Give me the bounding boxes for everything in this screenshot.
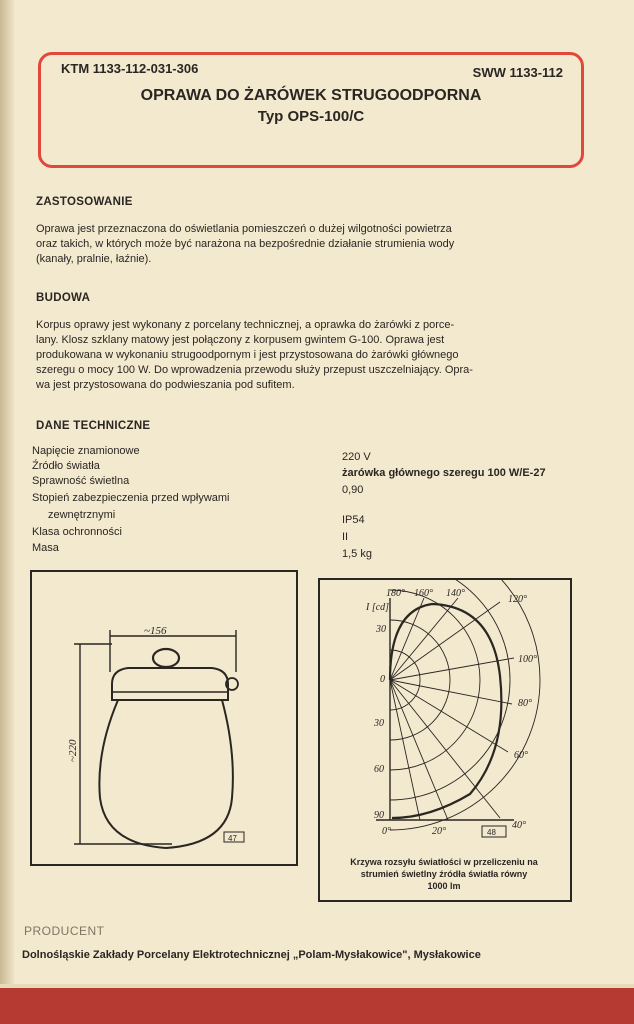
- spec-label: Sprawność świetlna: [32, 475, 130, 487]
- dane-heading: DANE TECHNICZNE: [36, 420, 151, 432]
- producer-heading: PRODUCENT: [24, 924, 105, 938]
- zastosowanie-heading: ZASTOSOWANIE: [36, 196, 133, 208]
- caption-line: strumień świetlny źródła światła równy: [360, 869, 528, 879]
- budowa-line: szeregu o mocy 100 W. Do wprowadzenia przewodu służy przepust uszczelniający. Opra-: [36, 364, 473, 376]
- page-subtitle: Typ OPS-100/C: [257, 108, 365, 125]
- polar-diagram: [320, 580, 570, 840]
- figure-tag-48: 48: [487, 828, 496, 837]
- page-bottom-strip: [0, 988, 634, 1024]
- page-title: OPRAWA DO ŻARÓWEK STRUGOODPORNA: [140, 87, 482, 104]
- producer-name: Dolnośląskie Zakłady Porcelany Elektrotechnicznej „Polam-Mysłakowice", Mysłakowice: [22, 949, 481, 961]
- polar-angle: 180°: [386, 588, 405, 599]
- polar-angle: 160°: [414, 588, 433, 599]
- ktm-code: KTM 1133-112-031-306: [61, 61, 199, 76]
- budowa-heading: BUDOWA: [36, 292, 91, 304]
- sww-code: SWW 1133-112: [472, 65, 563, 80]
- spec-value-ip: IP54: [342, 514, 365, 526]
- polar-angle: 40°: [512, 820, 526, 831]
- polar-tick: 0: [380, 674, 385, 685]
- polar-tick: 30: [374, 718, 384, 729]
- polar-angle: 100°: [518, 654, 537, 665]
- polar-y-unit: I [cd]: [366, 602, 390, 613]
- spec-label: Stopień zabezpieczenia przed wpływami: [32, 492, 230, 504]
- spec-label: Masa: [32, 542, 59, 554]
- polar-angle: 120°: [508, 594, 527, 605]
- header-box: [38, 52, 584, 168]
- budowa-line: lany. Klosz szklany matowy jest połączony z korpusem gwintem G-100. Oprawa jest: [36, 334, 445, 346]
- spec-label: zewnętrznymi: [48, 509, 116, 521]
- spec-value-mass: 1,5 kg: [342, 548, 372, 560]
- caption-line: Krzywa rozsyłu światłości w przeliczeniu na: [350, 857, 538, 867]
- polar-angle: 60°: [514, 750, 528, 761]
- page-edge: [0, 0, 14, 1024]
- budowa-line: Korpus oprawy jest wykonany z porcelany technicznej, a oprawka do żarówki z porce-: [36, 319, 455, 331]
- polar-angle: 0°: [382, 826, 391, 837]
- zastosowanie-line: Oprawa jest przeznaczona do oświetlania pomieszczeń o dużej wilgotności powietrza: [36, 223, 452, 235]
- polar-tick: 90: [374, 810, 384, 821]
- polar-tick: 30: [376, 624, 386, 635]
- spec-label: Źródło światła: [32, 460, 100, 472]
- polar-caption: [326, 856, 562, 892]
- spec-value-source: żarówka głównego szeregu 100 W/E-27: [342, 467, 546, 479]
- polar-angle: 20°: [432, 826, 446, 837]
- budowa-line: produkowana w wykonaniu strugoodpornym i jest przystosowana do żarówki głównego: [36, 349, 459, 361]
- spec-value-class: II: [342, 531, 349, 543]
- spec-label: Napięcie znamionowe: [32, 445, 140, 457]
- polar-angle: 140°: [446, 588, 465, 599]
- spec-value-voltage: 220 V: [342, 451, 371, 463]
- zastosowanie-line: (kanały, pralnie, łaźnie).: [36, 253, 152, 265]
- zastosowanie-line: oraz takich, w których może być narażona na bezpośrednie działanie strumienia wody: [36, 238, 455, 250]
- luminaire-drawing-frame: [30, 570, 298, 866]
- budowa-text: [36, 318, 584, 393]
- spec-label: Klasa ochronności: [32, 526, 122, 538]
- budowa-line: wa jest przystosowana do podwieszania pod sufitem.: [36, 379, 295, 391]
- spec-value-efficiency: 0,90: [342, 484, 364, 496]
- polar-angle: 80°: [518, 698, 532, 709]
- zastosowanie-text: [36, 222, 584, 267]
- luminaire-drawing: [32, 572, 296, 864]
- polar-tick: 60: [374, 764, 384, 775]
- dim-height-label: ~220: [67, 739, 79, 762]
- figure-tag-47: 47: [228, 834, 237, 843]
- dim-width-label: ~156: [144, 625, 167, 637]
- polar-diagram-frame: [318, 578, 572, 902]
- caption-line: 1000 lm: [427, 881, 461, 891]
